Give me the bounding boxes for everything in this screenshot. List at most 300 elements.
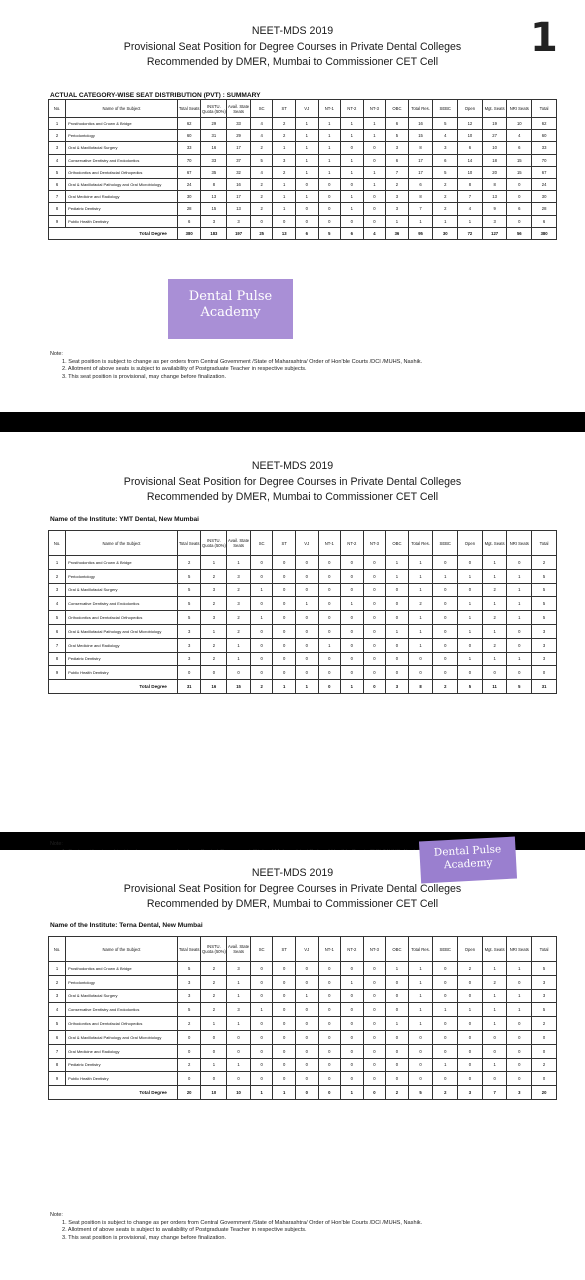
table-cell: 8 [201, 178, 227, 190]
table-cell: 4 [433, 130, 458, 142]
title-line-2: Provisional Seat Position for Degree Courses in Private Dental Colleges [123, 40, 462, 53]
table-cell: 30 [177, 191, 201, 203]
table-cell: 6 [532, 215, 557, 227]
table-cell: 0 [507, 975, 532, 989]
table-cell: 0 [363, 583, 386, 597]
table-cell: 1 [227, 556, 251, 570]
table-cell: 1 [408, 611, 433, 625]
table-cell: 1 [295, 130, 318, 142]
table-cell: 1 [318, 638, 341, 652]
table-cell: 0 [295, 666, 318, 680]
subject-name: Pediatric Dentistry [66, 203, 178, 215]
row-number: 3 [49, 989, 66, 1003]
column-header: Name of the Subject [66, 531, 178, 556]
table-cell: 0 [433, 556, 458, 570]
table-cell: 0 [318, 975, 341, 989]
column-header: SC [250, 937, 273, 962]
column-header: OBC [386, 100, 409, 118]
total-cell: 0 [363, 1086, 386, 1100]
subject-name: Public Health Dentistry [66, 215, 178, 227]
table-cell: 1 [482, 652, 507, 666]
column-header: NT-3 [363, 100, 386, 118]
column-header: ST [273, 531, 296, 556]
table-cell: 0 [363, 203, 386, 215]
table-cell: 0 [363, 1030, 386, 1044]
table-cell: 0 [318, 611, 341, 625]
total-cell: 0 [318, 1086, 341, 1100]
table-cell: 0 [273, 1003, 296, 1017]
table-cell: 5 [532, 1003, 557, 1017]
table-cell: 0 [458, 1017, 483, 1031]
total-label: Total Degree [49, 1086, 178, 1100]
table-cell: 2 [433, 178, 458, 190]
column-header: Avail. State Seats [227, 100, 251, 118]
column-header: Total Seats [177, 531, 201, 556]
table-cell: 0 [273, 215, 296, 227]
subject-name: Oral & Maxillofacial Pathology and Oral Microbiology [66, 624, 178, 638]
table-cell: 0 [318, 597, 341, 611]
table-cell: 0 [507, 666, 532, 680]
table-cell: 3 [177, 989, 201, 1003]
table-cell: 0 [363, 638, 386, 652]
table-cell: 5 [532, 962, 557, 976]
table-cell: 28 [177, 203, 201, 215]
table-cell: 1 [458, 652, 483, 666]
subject-name: Oral & Maxillofacial Surgery [66, 142, 178, 154]
document-title [0, 459, 585, 506]
table-cell: 1 [341, 597, 364, 611]
table-cell: 1 [408, 638, 433, 652]
total-cell: 10 [201, 1086, 227, 1100]
table-cell: 0 [318, 989, 341, 1003]
row-number: 4 [49, 154, 66, 166]
total-cell: 1 [341, 680, 364, 694]
table-cell: 3 [532, 624, 557, 638]
table-cell: 0 [363, 597, 386, 611]
table-cell: 0 [227, 1044, 251, 1058]
title-line-2: Provisional Seat Position for Degree Courses in Private Dental Colleges [123, 882, 462, 895]
title-line-3: Recommended by DMER, Mumbai to Commissioner CET Cell [146, 898, 439, 910]
table-cell: 67 [532, 166, 557, 178]
subject-name: Oral Medicine and Radiology [66, 191, 178, 203]
table-cell: 5 [177, 611, 201, 625]
table-cell: 5 [532, 583, 557, 597]
table-cell: 0 [341, 666, 364, 680]
table-cell: 17 [227, 142, 251, 154]
table-cell: 2 [250, 178, 273, 190]
column-header: Avail. State Seats [227, 937, 251, 962]
table-cell: 0 [318, 1044, 341, 1058]
table-cell: 31 [201, 130, 227, 142]
table-cell: 1 [458, 624, 483, 638]
table-cell: 0 [273, 638, 296, 652]
table-cell: 0 [341, 1044, 364, 1058]
table-cell: 0 [532, 1072, 557, 1086]
table-cell: 16 [201, 142, 227, 154]
subject-name: Periodontology [66, 130, 178, 142]
row-number: 8 [49, 203, 66, 215]
table-cell: 2 [227, 583, 251, 597]
table-cell: 29 [227, 130, 251, 142]
watermark-stamp [168, 279, 293, 339]
table-cell: 1 [201, 1017, 227, 1031]
table-cell: 0 [227, 666, 251, 680]
column-header: OBC [386, 531, 409, 556]
table-cell: 0 [250, 569, 273, 583]
table-cell: 1 [458, 597, 483, 611]
table-cell: 3 [201, 215, 227, 227]
table-cell: 0 [318, 1017, 341, 1031]
total-cell: 1 [273, 680, 296, 694]
table-cell: 3 [177, 638, 201, 652]
column-header: Total [532, 531, 557, 556]
table-cell: 27 [482, 130, 507, 142]
table-cell: 3 [227, 597, 251, 611]
table-cell: 0 [250, 666, 273, 680]
table-cell: 37 [227, 154, 251, 166]
table-cell: 0 [408, 1072, 433, 1086]
table-cell: 2 [532, 556, 557, 570]
table-cell: 2 [201, 569, 227, 583]
table-cell: 0 [386, 975, 409, 989]
column-header: No. [49, 937, 66, 962]
table-cell: 18 [482, 154, 507, 166]
watermark-line-1: Dental Pulse [433, 843, 502, 859]
table-cell: 0 [433, 989, 458, 1003]
table-cell: 2 [433, 203, 458, 215]
table-cell: 0 [482, 1044, 507, 1058]
table-cell: 1 [482, 989, 507, 1003]
table-row [49, 652, 557, 666]
note-item: 3. This seat position is provisional, may change before finalization. [62, 373, 227, 380]
institute-name: Name of the Institute: Terna Dental, New Mumbai [50, 922, 203, 929]
table-cell: 10 [507, 118, 532, 130]
table-cell: 8 [458, 178, 483, 190]
table-cell: 1 [363, 166, 386, 178]
table-cell: 0 [295, 624, 318, 638]
table-cell: 0 [295, 611, 318, 625]
table-cell: 0 [295, 962, 318, 976]
total-cell: 7 [482, 1086, 507, 1100]
table-row [49, 611, 557, 625]
row-number: 1 [49, 962, 66, 976]
table-cell: 0 [458, 989, 483, 1003]
table-cell: 1 [227, 989, 251, 1003]
table-cell: 1 [507, 962, 532, 976]
total-cell: 15 [227, 680, 251, 694]
subject-name: Oral Medicine and Radiology [66, 1044, 178, 1058]
column-header: Total Res. [408, 531, 433, 556]
note-title: Note: [50, 351, 63, 357]
table-cell: 0 [201, 1044, 227, 1058]
table-cell: 1 [227, 652, 251, 666]
table-cell: 0 [458, 1058, 483, 1072]
table-cell: 1 [295, 154, 318, 166]
table-cell: 3 [532, 652, 557, 666]
table-cell: 0 [201, 1072, 227, 1086]
total-cell: 16 [201, 680, 227, 694]
row-number: 9 [49, 1072, 66, 1086]
total-cell: 1 [341, 1086, 364, 1100]
table-cell: 1 [318, 130, 341, 142]
column-header: No. [49, 100, 66, 118]
subject-name: Prosthodontics and Crown & Bridge [66, 118, 178, 130]
table-cell: 1 [507, 597, 532, 611]
table-cell: 2 [227, 624, 251, 638]
table-cell: 0 [341, 638, 364, 652]
table-cell: 0 [318, 666, 341, 680]
table-cell: 62 [177, 118, 201, 130]
title-line-3: Recommended by DMER, Mumbai to Commissioner CET Cell [146, 491, 439, 503]
total-cell: 11 [482, 680, 507, 694]
total-cell: 20 [177, 1086, 201, 1100]
total-cell: 0 [318, 680, 341, 694]
table-cell: 1 [295, 597, 318, 611]
notes [50, 1212, 422, 1242]
table-cell: 2 [273, 118, 296, 130]
table-cell: 8 [482, 178, 507, 190]
column-header: NT-3 [363, 937, 386, 962]
total-cell: 197 [227, 227, 251, 239]
table-cell: 0 [295, 1058, 318, 1072]
table-cell: 0 [273, 666, 296, 680]
total-cell: 1 [273, 1086, 296, 1100]
table-cell: 2 [482, 975, 507, 989]
table-cell: 0 [341, 142, 364, 154]
table-cell: 0 [363, 191, 386, 203]
table-cell: 13 [482, 191, 507, 203]
table-row [49, 1044, 557, 1058]
subject-name: Pediatric Dentistry [66, 652, 178, 666]
notes [50, 351, 422, 381]
table-cell: 1 [408, 975, 433, 989]
table-cell: 0 [386, 652, 409, 666]
table-cell: 0 [433, 1072, 458, 1086]
table-row [49, 583, 557, 597]
table-cell: 1 [507, 611, 532, 625]
table-cell: 0 [363, 142, 386, 154]
watermark-line-2: Academy [443, 856, 493, 872]
column-header: NT-1 [318, 937, 341, 962]
table-row [49, 178, 557, 190]
row-number: 6 [49, 1030, 66, 1044]
table-cell: 0 [458, 583, 483, 597]
table-cell: 0 [363, 989, 386, 1003]
table-cell: 0 [250, 989, 273, 1003]
table-cell: 0 [341, 611, 364, 625]
subject-name: Public Health Dentistry [66, 666, 178, 680]
total-cell: 1 [250, 1086, 273, 1100]
table-cell: 17 [408, 154, 433, 166]
table-cell: 13 [201, 191, 227, 203]
subject-name: Prosthodontics and Crown & Bridge [66, 962, 178, 976]
table-cell: 0 [363, 962, 386, 976]
table-cell: 0 [273, 1072, 296, 1086]
table-cell: 1 [482, 597, 507, 611]
column-header: ST [273, 100, 296, 118]
column-header: INSTU. Quota (50%) [201, 100, 227, 118]
column-header: OBC [386, 937, 409, 962]
table-cell: 1 [273, 142, 296, 154]
column-header: Name of the Subject [66, 937, 178, 962]
table-cell: 6 [458, 142, 483, 154]
table-cell: 0 [273, 1030, 296, 1044]
total-cell: 127 [482, 227, 507, 239]
table-cell: 9 [482, 203, 507, 215]
table-cell: 2 [201, 962, 227, 976]
subject-name: Oral & Maxillofacial Pathology and Oral Microbiology [66, 1030, 178, 1044]
table-cell: 1 [408, 962, 433, 976]
table-cell: 2 [482, 611, 507, 625]
total-cell: 5 [458, 680, 483, 694]
table-row [49, 975, 557, 989]
table-cell: 15 [201, 203, 227, 215]
row-number: 6 [49, 178, 66, 190]
table-cell: 0 [295, 1017, 318, 1031]
table-cell: 1 [507, 569, 532, 583]
subject-name: Conservative Dentistry and Endodontics [66, 154, 178, 166]
column-header: Mgt. Seats [482, 100, 507, 118]
column-header: Avail. State Seats [227, 531, 251, 556]
table-cell: 0 [318, 556, 341, 570]
table-cell: 29 [201, 118, 227, 130]
column-header: Mgt. Seats [482, 937, 507, 962]
table-cell: 3 [386, 191, 409, 203]
table-cell: 24 [532, 178, 557, 190]
table-cell: 10 [458, 166, 483, 178]
subject-name: Conservative Dentistry and Endodontics [66, 1003, 178, 1017]
table-cell: 0 [458, 556, 483, 570]
table-cell: 2 [532, 1017, 557, 1031]
table-cell: 0 [507, 1017, 532, 1031]
table-cell: 0 [507, 1044, 532, 1058]
note-title: Note: [50, 841, 63, 847]
table-cell: 0 [363, 652, 386, 666]
table-cell: 15 [507, 154, 532, 166]
table-cell: 3 [386, 203, 409, 215]
table-cell: 0 [250, 1044, 273, 1058]
column-header: Total [532, 100, 557, 118]
table-cell: 0 [318, 624, 341, 638]
table-cell: 0 [458, 1072, 483, 1086]
table-cell: 0 [386, 1030, 409, 1044]
table-cell: 0 [295, 638, 318, 652]
table-cell: 1 [227, 1017, 251, 1031]
table-cell: 0 [273, 1017, 296, 1031]
row-number: 5 [49, 166, 66, 178]
table-cell: 0 [363, 1058, 386, 1072]
table-cell: 0 [341, 1030, 364, 1044]
table-cell: 0 [273, 556, 296, 570]
total-cell: 0 [295, 1086, 318, 1100]
table-cell: 5 [386, 130, 409, 142]
table-cell: 1 [250, 583, 273, 597]
subject-name: Orthodontics and Dentofacial Orthopedics [66, 611, 178, 625]
table-cell: 0 [250, 638, 273, 652]
table-cell: 1 [295, 989, 318, 1003]
table-cell: 1 [482, 624, 507, 638]
table-cell: 0 [341, 569, 364, 583]
table-cell: 3 [201, 583, 227, 597]
table-cell: 2 [408, 597, 433, 611]
table-cell: 1 [482, 1003, 507, 1017]
table-cell: 1 [458, 569, 483, 583]
column-header: NRI Seats [507, 100, 532, 118]
table-cell: 0 [177, 1030, 201, 1044]
table-cell: 28 [532, 203, 557, 215]
table-cell: 0 [386, 1003, 409, 1017]
total-cell: 2 [250, 680, 273, 694]
table-cell: 2 [201, 638, 227, 652]
table-cell: 1 [408, 1017, 433, 1031]
table-cell: 0 [386, 638, 409, 652]
table-cell: 6 [507, 142, 532, 154]
table-cell: 0 [250, 1017, 273, 1031]
table-cell: 1 [458, 611, 483, 625]
table-cell: 1 [341, 166, 364, 178]
table-cell: 0 [433, 962, 458, 976]
column-header: Open [458, 531, 483, 556]
table-cell: 1 [507, 652, 532, 666]
table-cell: 1 [507, 1003, 532, 1017]
table-cell: 1 [408, 583, 433, 597]
table-cell: 16 [408, 118, 433, 130]
table-cell: 0 [507, 556, 532, 570]
table-cell: 3 [177, 624, 201, 638]
table-cell: 5 [532, 569, 557, 583]
table-cell: 2 [201, 989, 227, 1003]
table-cell: 0 [295, 652, 318, 666]
table-cell: 2 [201, 1003, 227, 1017]
table-cell: 0 [318, 569, 341, 583]
column-header: No. [49, 531, 66, 556]
table-row [49, 962, 557, 976]
column-header: INSTU. Quota (50%) [201, 531, 227, 556]
table-row [49, 1030, 557, 1044]
table-cell: 33 [177, 142, 201, 154]
seat-table [48, 99, 557, 240]
note-item: 2. Allotment of above seats is subject to availability of Postgraduate Teacher in respective subjects. [62, 366, 307, 373]
table-cell: 0 [273, 597, 296, 611]
table-cell: 5 [433, 166, 458, 178]
table-row [49, 638, 557, 652]
table-cell: 0 [433, 652, 458, 666]
table-cell: 1 [295, 118, 318, 130]
row-number: 2 [49, 130, 66, 142]
row-number: 9 [49, 215, 66, 227]
table-cell: 0 [458, 975, 483, 989]
table-cell: 0 [433, 638, 458, 652]
table-cell: 2 [250, 142, 273, 154]
table-cell: 2 [273, 130, 296, 142]
table-row [49, 569, 557, 583]
table-cell: 0 [341, 583, 364, 597]
row-number: 5 [49, 611, 66, 625]
table-cell: 0 [250, 975, 273, 989]
table-cell: 2 [482, 638, 507, 652]
table-cell: 0 [341, 215, 364, 227]
table-cell: 0 [507, 1072, 532, 1086]
table-cell: 1 [386, 556, 409, 570]
note-item: 1. Seat position is subject to change as per orders from Central Government /State of Maharashtra/ Order of Hon'ble Courts /DCI /MUHS, Nashik. [62, 358, 423, 365]
row-number: 2 [49, 975, 66, 989]
watermark-stamp [419, 837, 517, 884]
total-cell: 36 [386, 227, 409, 239]
table-cell: 35 [201, 166, 227, 178]
table-cell: 0 [433, 666, 458, 680]
total-cell: 20 [532, 1086, 557, 1100]
total-cell: 31 [532, 680, 557, 694]
